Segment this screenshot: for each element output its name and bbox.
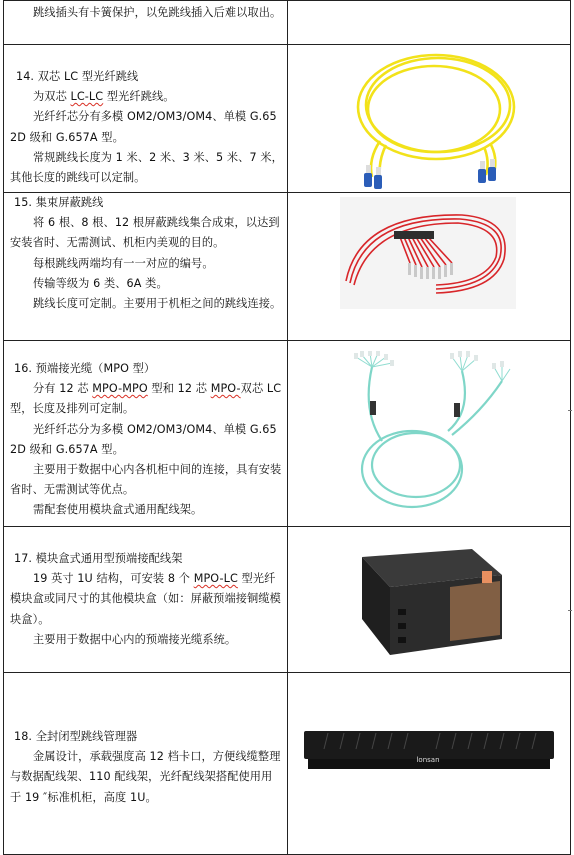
table-row <box>4 673 571 855</box>
text-run: LC-LC <box>70 90 104 104</box>
paragraph: 主要用于数据中心内各机柜中间的连接，具有安装省时、无需测试等优点。 <box>10 463 282 497</box>
paragraph: 常规跳线长度为 1 米、2 米、3 米、5 米、7 米，其他长度的跳线可以定制。 <box>10 150 283 185</box>
paragraph <box>10 87 283 107</box>
paragraph: 每根跳线两端均有一一对应的编号。 <box>33 256 214 270</box>
paragraph: 金属设计，承载强度高 12 档卡口，方便线缆整理与数据配线架、110 配线架，光纤配线架搭配使用用于 19 ″标准机柜，高度 1U。 <box>10 750 281 804</box>
item-title: 18. 全封闭型跳线管理器 <box>14 730 138 743</box>
text-run: 型光纤跳线。 <box>103 90 175 104</box>
table-row <box>4 193 571 341</box>
text-cell <box>4 45 288 193</box>
mpo-cable-image <box>352 351 512 521</box>
table-row <box>4 527 571 673</box>
text-run: 19 英寸 1U 结构，可安装 8 个 <box>33 572 194 586</box>
paragraph: 传输等级为 6 类、6A 类。 <box>33 276 168 290</box>
paragraph: 跳线长度可定制。主要用于机柜之间的跳线连接。 <box>33 297 282 311</box>
text-cell <box>4 1 288 45</box>
paragraph: 将 6 根、8 根、12 根屏蔽跳线集合成束，以达到安装省时、无需测试、机柜内美观的目的。 <box>10 216 280 250</box>
table-row <box>4 1 571 45</box>
text-run: 分有 12 芯 <box>33 382 93 396</box>
item-title: 17. 模块盒式通用型预端接配线架 <box>14 552 183 565</box>
text-run: MPO-LC <box>193 572 238 586</box>
text-cell <box>4 193 288 341</box>
image-cell <box>288 1 571 45</box>
brand-logo: lonsan <box>416 756 440 764</box>
paragraph <box>10 379 283 419</box>
paragraph: 跳线插头有卡簧保护，以免跳线插入后难以取出。 <box>33 6 282 19</box>
patch-panel-image <box>354 547 504 657</box>
cable-manager-image <box>304 721 554 777</box>
text-cell <box>4 673 288 855</box>
text-run: MPO- <box>210 382 241 396</box>
bundled-cable-image <box>340 197 516 309</box>
item-title: 16. 预端接光缆（MPO 型） <box>14 362 156 375</box>
product-table <box>3 0 571 855</box>
image-cell <box>288 527 571 673</box>
text-run: 型和 12 芯 <box>147 382 211 396</box>
paragraph: 需配套使用模块盒式通用配线架。 <box>33 503 203 517</box>
table-row <box>4 341 571 527</box>
item-title: 14. 双芯 LC 型光纤跳线 <box>16 70 139 83</box>
paragraph: 主要用于数据中心内的预端接光缆系统。 <box>33 632 237 646</box>
text-run: 为双芯 <box>33 90 71 104</box>
image-cell <box>288 341 571 527</box>
paragraph: 光纤纤芯分有多模 OM2/OM3/OM4、单模 G.652D 级和 G.657A 型。 <box>10 110 277 144</box>
margin-mark <box>568 610 572 611</box>
text-run: 型光纤模块盒或同尺寸的其他模块盒（如：屏蔽预端接铜缆模块盒）。 <box>10 572 281 626</box>
lc-patch-cord-image <box>350 49 522 191</box>
image-cell <box>288 673 571 855</box>
paragraph <box>10 569 283 630</box>
image-cell <box>288 193 571 341</box>
text-cell <box>4 341 288 527</box>
item-title: 15. 集束屏蔽跳线 <box>14 196 104 209</box>
margin-mark <box>568 410 572 411</box>
table-row <box>4 45 571 193</box>
paragraph: 光纤纤芯分为多模 OM2/OM3/OM4、单模 G.652D 级和 G.657A 型。 <box>10 422 277 456</box>
text-run: MPO-MPO <box>92 382 148 396</box>
image-cell <box>288 45 571 193</box>
text-cell <box>4 527 288 673</box>
text-run: 双芯 LC 型，长度及排列可定制。 <box>10 382 282 416</box>
